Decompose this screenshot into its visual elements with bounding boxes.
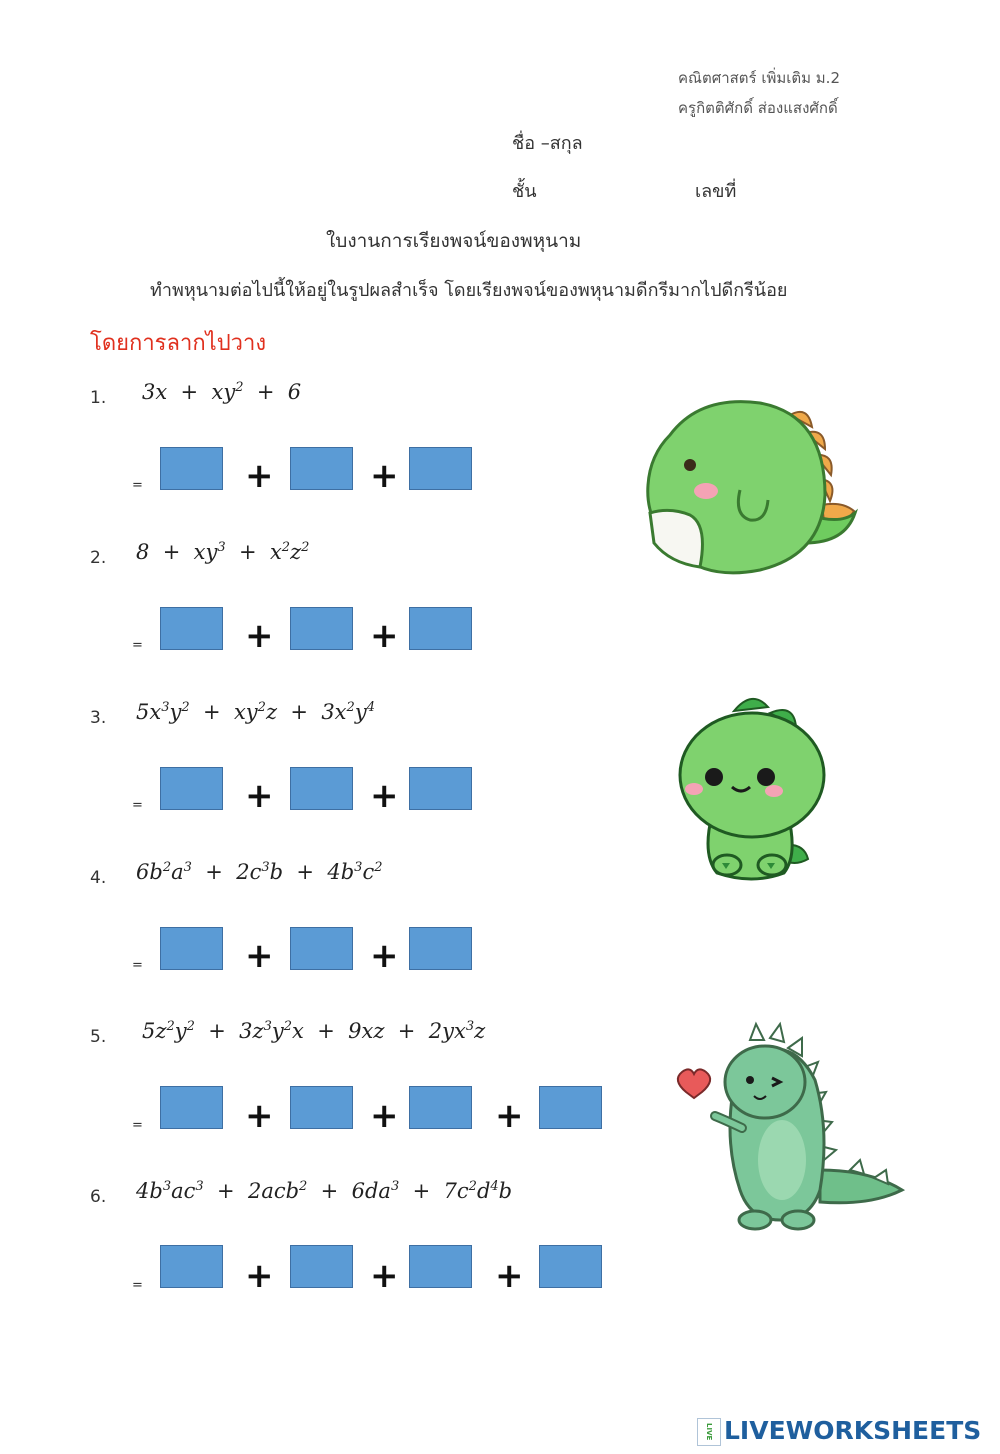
answer-box-2-3[interactable]: [409, 607, 472, 650]
plus-sign: +: [495, 1256, 524, 1296]
question-2-expression: $8 + xy^3 + x^2z^2$: [136, 540, 310, 564]
plus-sign: +: [370, 616, 399, 656]
answer-box-5-4[interactable]: [539, 1086, 602, 1129]
answer-box-4-2[interactable]: [290, 927, 353, 970]
answer-box-6-3[interactable]: [409, 1245, 472, 1288]
liveworksheets-logo: LIVEWORKSHEETS: [724, 1416, 982, 1445]
question-3-number: 3.: [90, 708, 107, 728]
teacher-label: ครูกิตติศักดิ์ ส่องแสงศักดิ์: [678, 99, 838, 117]
answer-box-1-1[interactable]: [160, 447, 223, 490]
answer-box-6-2[interactable]: [290, 1245, 353, 1288]
question-3-expression: $5x^3y^2 + xy^2z + 3x^2y^4$: [136, 700, 375, 724]
plus-sign: +: [245, 1096, 274, 1136]
question-1-number: 1.: [90, 388, 107, 408]
answer-box-4-3[interactable]: [409, 927, 472, 970]
plus-sign: +: [245, 456, 274, 496]
answer-box-6-1[interactable]: [160, 1245, 223, 1288]
answer-box-5-2[interactable]: [290, 1086, 353, 1129]
answer-box-2-1[interactable]: [160, 607, 223, 650]
answer-box-6-4[interactable]: [539, 1245, 602, 1288]
answer-box-3-2[interactable]: [290, 767, 353, 810]
subject-label: คณิตศาสตร์ เพิ่มเติม ม.2: [678, 69, 840, 87]
equals-sign: =: [132, 958, 143, 973]
equals-sign: =: [132, 798, 143, 813]
instruction-text: ทำพหุนามต่อไปนี้ให้อยู่ในรูปผลสำเร็จ โดยเรียงพจน์ของพหุนามดีกรีมากไปดีกรีน้อย: [150, 280, 788, 301]
question-2-number: 2.: [90, 548, 107, 568]
plus-sign: +: [370, 1096, 399, 1136]
answer-box-3-3[interactable]: [409, 767, 472, 810]
dino-heart-icon: [670, 1020, 920, 1250]
dino-sitting-icon: [672, 695, 832, 885]
question-5-number: 5.: [90, 1027, 107, 1047]
answer-box-2-2[interactable]: [290, 607, 353, 650]
class-label: ชั้น: [512, 181, 537, 202]
plus-sign: +: [245, 1256, 274, 1296]
dino-round-icon: [640, 395, 860, 585]
plus-sign: +: [370, 1256, 399, 1296]
plus-sign: +: [245, 616, 274, 656]
name-label: ชื่อ –สกุล: [512, 133, 583, 154]
question-4-expression: $6b^2a^3 + 2c^3b + 4b^3c^2$: [136, 860, 383, 884]
drag-instruction: โดยการลากไปวาง: [90, 331, 267, 356]
plus-sign: +: [245, 936, 274, 976]
plus-sign: +: [370, 936, 399, 976]
question-4-number: 4.: [90, 868, 107, 888]
question-5-expression: $5z^2y^2 + 3z^3y^2x + 9xz + 2yx^3z$: [142, 1019, 486, 1043]
answer-box-1-3[interactable]: [409, 447, 472, 490]
plus-sign: +: [370, 456, 399, 496]
number-label: เลขที่: [695, 181, 737, 202]
answer-box-3-1[interactable]: [160, 767, 223, 810]
equals-sign: =: [132, 638, 143, 653]
plus-sign: +: [370, 776, 399, 816]
plus-sign: +: [245, 776, 274, 816]
question-6-expression: $4b^3ac^3 + 2acb^2 + 6da^3 + 7c^2d^4b$: [136, 1179, 513, 1203]
worksheet-title: ใบงานการเรียงพจน์ของพหุนาม: [326, 230, 582, 252]
answer-box-1-2[interactable]: [290, 447, 353, 490]
answer-box-5-1[interactable]: [160, 1086, 223, 1129]
heart-icon: [678, 1069, 710, 1098]
equals-sign: =: [132, 1278, 143, 1293]
question-1-expression: $3x + xy^2 + 6$: [142, 380, 302, 404]
plus-sign: +: [495, 1096, 524, 1136]
question-6-number: 6.: [90, 1187, 107, 1207]
answer-box-5-3[interactable]: [409, 1086, 472, 1129]
equals-sign: =: [132, 1118, 143, 1133]
equals-sign: =: [132, 478, 143, 493]
liveworksheets-badge: LIVE: [697, 1418, 721, 1446]
answer-box-4-1[interactable]: [160, 927, 223, 970]
